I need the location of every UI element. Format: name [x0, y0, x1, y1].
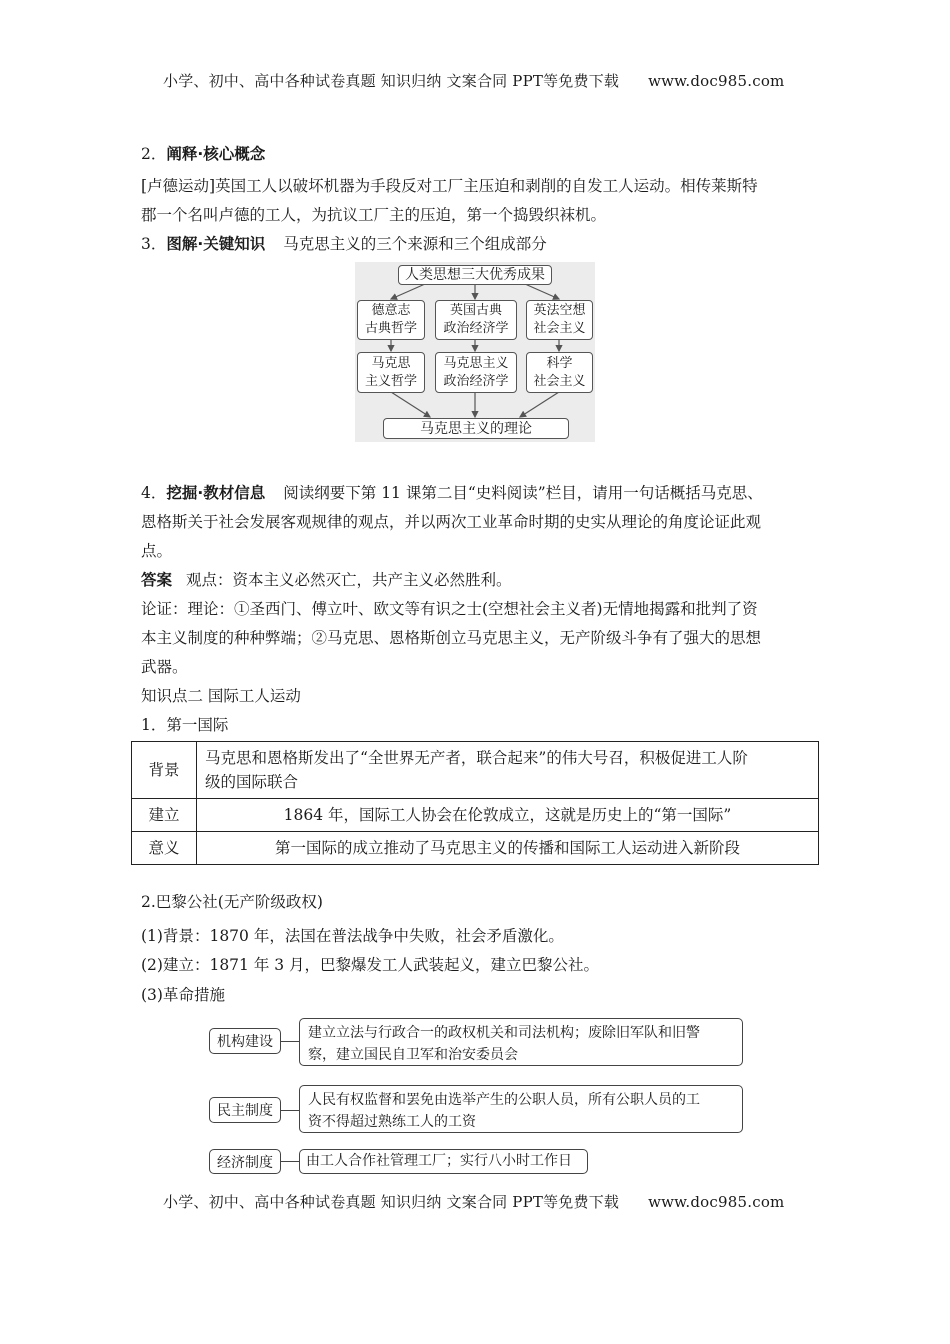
- section-2-number: 2．: [141, 145, 167, 163]
- paris-commune-establishment: (2)建立：1871 年 3 月，巴黎爆发工人武装起义，建立巴黎公社。: [141, 956, 600, 974]
- section-4-title: 挖掘·教材信息: [166, 484, 266, 502]
- luddite-term: [卢德运动]: [141, 177, 216, 195]
- section-4-line-2: 恩格斯关于社会发展客观规律的观点，并以两次工业革命时期的史实从理论的角度论证此观: [141, 513, 762, 531]
- knowledge-point-2-title: 知识点二 国际工人运动: [141, 687, 301, 705]
- paris-commune-background: (1)背景：1870 年，法国在普法战争中失败，社会矛盾激化。: [141, 927, 564, 945]
- answer-text: 观点：资本主义必然灭亡，共产主义必然胜利。: [186, 571, 512, 589]
- measure-connector: [281, 1041, 299, 1042]
- diagram-bottom-box: 马克思主义的理论: [383, 418, 569, 439]
- proof-line-3: 武器。: [141, 658, 188, 676]
- measure-label-institution: 机构建设: [209, 1028, 281, 1054]
- part-box-marxist-philosophy: 马克思 主义哲学: [357, 352, 425, 393]
- section-2-title: 阐释·核心概念: [166, 145, 266, 163]
- first-international-table: [131, 741, 819, 865]
- first-international-heading: 1．第一国际: [141, 716, 229, 734]
- section-4-number: 4．: [141, 484, 167, 502]
- page-header: [163, 70, 784, 91]
- part-box-marxist-economics: 马克思主义 政治经济学: [435, 352, 517, 393]
- row-head-background: 背景: [132, 742, 197, 799]
- header-site[interactable]: www.doc985.com: [648, 72, 785, 90]
- paris-commune-heading: 2.巴黎公社(无产阶级政权): [141, 893, 323, 911]
- source-box-british-economics: 英国古典 政治经济学: [435, 300, 517, 340]
- measure-content-economy: 由工人合作社管理工厂；实行八小时工作日: [299, 1149, 588, 1174]
- arrow-part-3-to-bottom: [520, 392, 559, 417]
- row-head-establishment: 建立: [132, 799, 197, 832]
- section-4-line-1: [141, 481, 763, 505]
- section-3-heading: [141, 232, 547, 256]
- diagram-top-box: 人类思想三大优秀成果: [398, 265, 552, 285]
- table-row: [132, 742, 819, 799]
- measure-label-economy: 经济制度: [209, 1149, 281, 1174]
- proof-line-2: 本主义制度的种种弊端；②马克思、恩格斯创立马克思主义，无产阶级斗争有了强大的思想: [141, 629, 762, 647]
- row-content-background: [197, 742, 819, 799]
- marxism-diagram: [355, 262, 595, 442]
- measure-connector: [281, 1161, 299, 1162]
- footer-site[interactable]: www.doc985.com: [648, 1193, 785, 1211]
- source-box-utopian-socialism: 英法空想 社会主义: [526, 300, 593, 340]
- table-row: [132, 799, 819, 832]
- table-row: [132, 832, 819, 865]
- proof-line-1: 论证：理论：①圣西门、傅立叶、欧文等有识之士(空想社会主义者)无情地揭露和批判了资: [141, 600, 758, 618]
- section-2-line-2: 郡一个名叫卢德的工人，为抗议工厂主的压迫，第一个捣毁织袜机。: [141, 206, 607, 224]
- row-head-significance: 意义: [132, 832, 197, 865]
- section-2-heading: [141, 142, 265, 166]
- background-line-2: 级的国际联合: [205, 773, 299, 791]
- footer-text: 小学、初中、高中各种试卷真题 知识归纳 文案合同 PPT等免费下载: [163, 1193, 620, 1211]
- arrow-part-1-to-bottom: [391, 392, 430, 417]
- measure-label-democracy: 民主制度: [209, 1097, 281, 1123]
- answer-label: 答案: [141, 571, 173, 589]
- section-3-subtitle: 马克思主义的三个来源和三个组成部分: [283, 235, 547, 253]
- section-3-title: 图解·关键知识: [166, 235, 266, 253]
- source-box-german-philosophy: 德意志 古典哲学: [357, 300, 425, 340]
- row-content-establishment: 1864 年，国际工人协会在伦敦成立，这就是历史上的“第一国际”: [197, 799, 819, 832]
- answer-line: [141, 568, 512, 592]
- background-line-1: 马克思和恩格斯发出了“全世界无产者，联合起来”的伟大号召，积极促进工人阶: [205, 749, 748, 767]
- luddite-definition: 英国工人以破坏机器为手段反对工厂主压迫和剥削的自发工人运动。相传莱斯特: [215, 177, 758, 195]
- measure-content-institution: 建立立法与行政合一的政权机关和司法机构；废除旧军队和旧警 察，建立国民自卫军和治安委员会: [299, 1018, 743, 1066]
- header-text: 小学、初中、高中各种试卷真题 知识归纳 文案合同 PPT等免费下载: [163, 72, 620, 90]
- page-footer: [163, 1191, 784, 1212]
- row-content-significance: 第一国际的成立推动了马克思主义的传播和国际工人运动进入新阶段: [197, 832, 819, 865]
- section-4-line-3: 点。: [141, 542, 173, 560]
- section-3-number: 3．: [141, 235, 167, 253]
- measure-content-democracy: 人民有权监督和罢免由选举产生的公职人员，所有公职人员的工 资不得超过熟练工人的工资: [299, 1085, 743, 1133]
- paris-commune-measures-heading: (3)革命措施: [141, 986, 225, 1004]
- section-2-line-1: [141, 174, 758, 198]
- part-box-scientific-socialism: 科学 社会主义: [526, 352, 593, 393]
- arrow-top-to-source-3: [525, 284, 559, 299]
- section-4-question-1: 阅读纲要下第 11 课第二目“史料阅读”栏目，请用一句话概括马克思、: [283, 484, 763, 502]
- measure-connector: [281, 1110, 299, 1111]
- arrow-top-to-source-1: [391, 284, 425, 299]
